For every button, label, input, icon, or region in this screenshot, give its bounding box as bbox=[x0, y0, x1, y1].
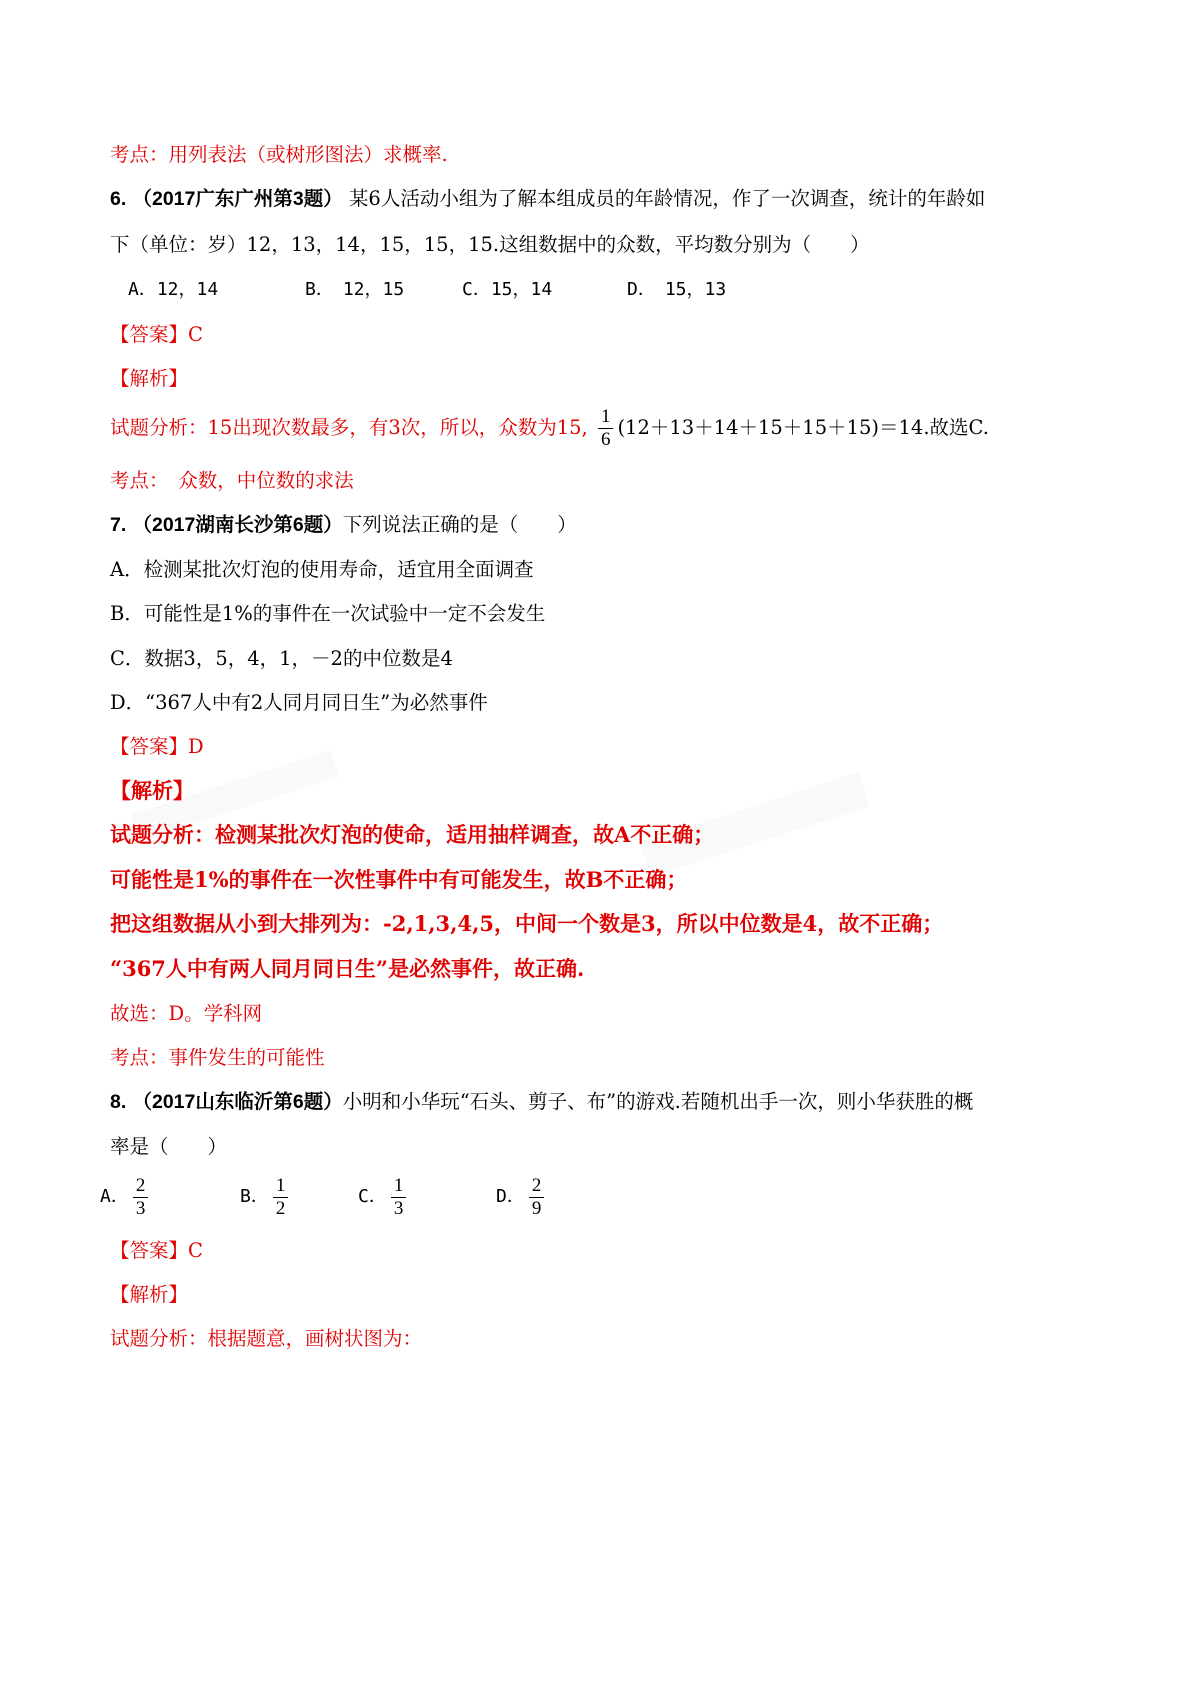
q8-option-a-numerator: 2 bbox=[133, 1175, 149, 1198]
q7-number: 7. bbox=[110, 514, 127, 536]
q6-option-d: D． 15，13 bbox=[627, 279, 727, 300]
q8-option-d-fraction bbox=[529, 1175, 545, 1220]
q6-analysis-pre: 试题分析：15出现次数最多，有3次，所以，众数为15, bbox=[110, 416, 588, 439]
q8-option-a-fraction bbox=[133, 1175, 149, 1220]
q8-option-a-label: A． bbox=[100, 1186, 129, 1207]
q7-answer bbox=[110, 733, 204, 761]
q8-option-c-numerator: 1 bbox=[391, 1175, 407, 1198]
q8-answer-value: C bbox=[188, 1239, 203, 1262]
q7-stem-text: 下列说法正确的是（ ） bbox=[342, 513, 577, 536]
q7-option-a: A．检测某批次灯泡的使用寿命，适宜用全面调查 bbox=[110, 558, 534, 581]
q8-option-a-denominator: 3 bbox=[135, 1197, 146, 1219]
q6-stem-text: 某6人活动小组为了解本组成员的年龄情况，作了一次调查，统计的年龄如 bbox=[348, 187, 986, 210]
q8-stem-line1 bbox=[110, 1088, 973, 1116]
q6-kaodian: 考点： 众数，中位数的求法 bbox=[110, 469, 354, 492]
q6-fraction bbox=[598, 406, 614, 451]
prev-kaodian: 考点：用列表法（或树形图法）求概率. bbox=[110, 143, 448, 166]
q8-option-c bbox=[358, 1172, 410, 1222]
q8-option-c-denominator: 3 bbox=[393, 1197, 404, 1219]
q8-analysis-label: 【解析】 bbox=[110, 1283, 189, 1306]
q8-option-c-label: C． bbox=[358, 1186, 387, 1207]
q7-analysis-line1: 试题分析：检测某批次灯泡的使命，适用抽样调查，故A不正确； bbox=[110, 822, 715, 847]
q7-option-d: D．“367人中有2人同月同日生”为必然事件 bbox=[110, 691, 488, 714]
q7-analysis-line2: 可能性是1%的事件在一次性事件中有可能发生，故B不正确； bbox=[110, 867, 688, 892]
q8-option-d-denominator: 9 bbox=[531, 1197, 542, 1219]
q8-answer bbox=[110, 1237, 203, 1265]
q8-answer-label: 【答案】 bbox=[110, 1239, 189, 1262]
q8-source: （2017山东临沂第6题） bbox=[132, 1091, 343, 1113]
q8-stem-text: 小明和小华玩“石头、剪子、布”的游戏.若随机出手一次，则小华获胜的概 bbox=[342, 1090, 974, 1113]
q7-analysis-line3: 把这组数据从小到大排列为：-2,1,3,4,5，中间一个数是3，所以中位数是4，故不正确； bbox=[110, 911, 944, 936]
q6-analysis-expression: (12＋13＋14＋15＋15＋15)＝14.故选C. bbox=[617, 416, 989, 439]
q7-conclusion: 故选：D。学科网 bbox=[110, 1002, 263, 1025]
q6-answer-value: C bbox=[188, 323, 203, 346]
q8-option-b-denominator: 2 bbox=[275, 1197, 286, 1219]
q7-analysis-line4: “367人中有两人同月同日生”是必然事件，故正确. bbox=[110, 956, 585, 981]
q8-option-b-numerator: 1 bbox=[273, 1175, 289, 1198]
q6-option-c: C．15，14 bbox=[462, 279, 553, 300]
q6-fraction-denominator: 6 bbox=[600, 429, 611, 450]
q8-stem-line2: 率是（ ） bbox=[110, 1135, 228, 1158]
q6-stem-line2: 下（单位：岁）12，13，14，15，15，15.这组数据中的众数，平均数分别为（ ） bbox=[110, 233, 870, 256]
q8-option-d-numerator: 2 bbox=[529, 1175, 545, 1198]
q6-answer bbox=[110, 321, 203, 349]
q6-option-a: A．12，14 bbox=[128, 279, 219, 300]
q6-analysis bbox=[110, 403, 989, 453]
q7-source: （2017湖南长沙第6题） bbox=[132, 514, 343, 536]
q7-analysis-label: 【解析】 bbox=[110, 778, 194, 803]
q8-option-d-label: D． bbox=[496, 1186, 525, 1207]
q7-kaodian: 考点：事件发生的可能性 bbox=[110, 1046, 325, 1069]
q6-analysis-label: 【解析】 bbox=[110, 367, 189, 390]
q8-option-b-label: B． bbox=[240, 1186, 269, 1207]
q7-answer-label: 【答案】 bbox=[110, 735, 189, 758]
q6-option-b: B． 12，15 bbox=[305, 279, 405, 300]
q6-answer-label: 【答案】 bbox=[110, 323, 189, 346]
q6-source: （2017广东广州第3题） bbox=[132, 188, 343, 210]
q8-analysis: 试题分析：根据题意，画树状图为： bbox=[110, 1327, 423, 1350]
q8-number: 8. bbox=[110, 1091, 127, 1113]
q8-option-b bbox=[240, 1172, 292, 1222]
q7-stem bbox=[110, 511, 577, 539]
q7-option-b: B．可能性是1%的事件在一次试验中一定不会发生 bbox=[110, 602, 546, 625]
q7-answer-value: D bbox=[188, 735, 204, 758]
q6-fraction-numerator: 1 bbox=[598, 406, 614, 429]
q8-option-c-fraction bbox=[391, 1175, 407, 1220]
q7-option-c: C．数据3，5，4，1，－2的中位数是4 bbox=[110, 647, 453, 670]
q8-option-a bbox=[100, 1172, 152, 1222]
q6-number: 6. bbox=[110, 188, 127, 210]
q8-option-b-fraction bbox=[273, 1175, 289, 1220]
q8-option-d bbox=[496, 1172, 548, 1222]
q6-stem-line1 bbox=[110, 185, 985, 213]
